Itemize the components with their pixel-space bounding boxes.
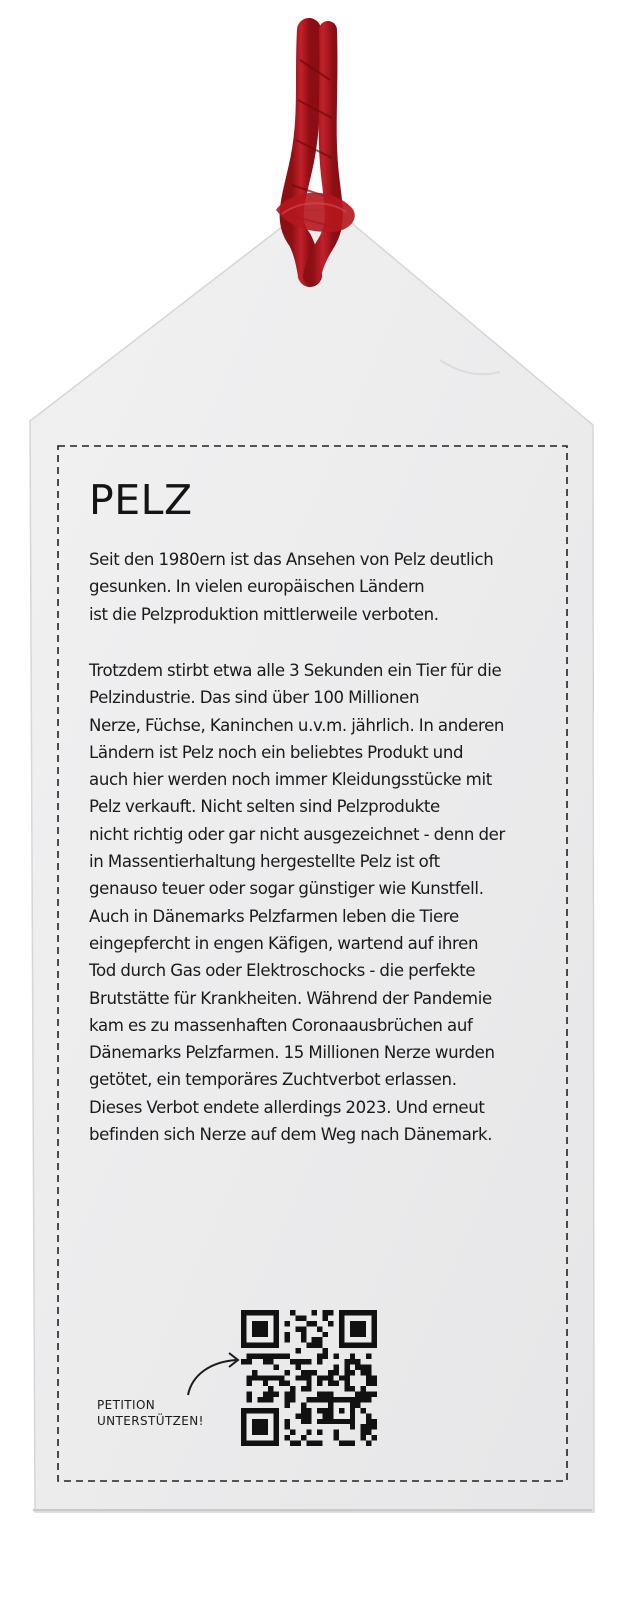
- qr-code-icon[interactable]: [241, 1310, 377, 1446]
- text-line: Dieses Verbot endete allerdings 2023. Und erneut: [89, 1097, 485, 1117]
- body-paragraph: [89, 657, 539, 1148]
- text-line: gesunken. In vielen europäischen Ländern: [89, 577, 425, 597]
- text-line: Seit den 1980ern ist das Ansehen von Pelz deutlich: [89, 550, 494, 569]
- text-line: Brutstätte für Krankheiten. Während der Pandemie: [89, 988, 492, 1008]
- text-line: in Massentierhaltung hergestellte Pelz ist oft: [89, 852, 440, 872]
- intro-paragraph: [89, 546, 539, 628]
- text-line: Nerze, Füchse, Kaninchen u.v.m. jährlich. In anderen: [89, 715, 505, 735]
- text-line: Ländern ist Pelz noch ein beliebtes Produkt und: [89, 742, 464, 762]
- text-line: Tod durch Gas oder Elektroschocks - die perfekte: [89, 961, 476, 981]
- text-line: Pelz verkauft. Nicht selten sind Pelzprodukte: [89, 797, 440, 817]
- text-line: Trotzdem stirbt etwa alle 3 Sekunden ein Tier für die: [89, 661, 502, 680]
- text-line: genauso teuer oder sogar günstiger wie Kunstfell.: [89, 879, 484, 899]
- petition-label: [97, 1398, 204, 1429]
- text-line: auch hier werden noch immer Kleidungsstücke mit: [89, 770, 492, 790]
- tag-title: PELZ: [89, 476, 193, 524]
- text-line: Dänemarks Pelzfarmen. 15 Millionen Nerze wurden: [89, 1043, 495, 1063]
- text-line: ist die Pelzproduktion mittlerweile verboten.: [89, 604, 439, 624]
- text-line: getötet, ein temporäres Zuchtverbot erlassen.: [89, 1070, 457, 1090]
- text-line: nicht richtig oder gar nicht ausgezeichnet - denn der: [89, 824, 505, 844]
- text-line: kam es zu massenhaften Coronaausbrüchen auf: [89, 1015, 473, 1035]
- text-line: eingepfercht in engen Käfigen, wartend auf ihren: [89, 933, 479, 953]
- text-line: Auch in Dänemarks Pelzfarmen leben die Tiere: [89, 906, 459, 926]
- petition-label-line: PETITION: [97, 1398, 156, 1412]
- text-line: Pelzindustrie. Das sind über 100 Millionen: [89, 688, 420, 708]
- text-line: befinden sich Nerze auf dem Weg nach Dänemark.: [89, 1125, 493, 1145]
- petition-label-line: UNTERSTÜTZEN!: [97, 1413, 204, 1428]
